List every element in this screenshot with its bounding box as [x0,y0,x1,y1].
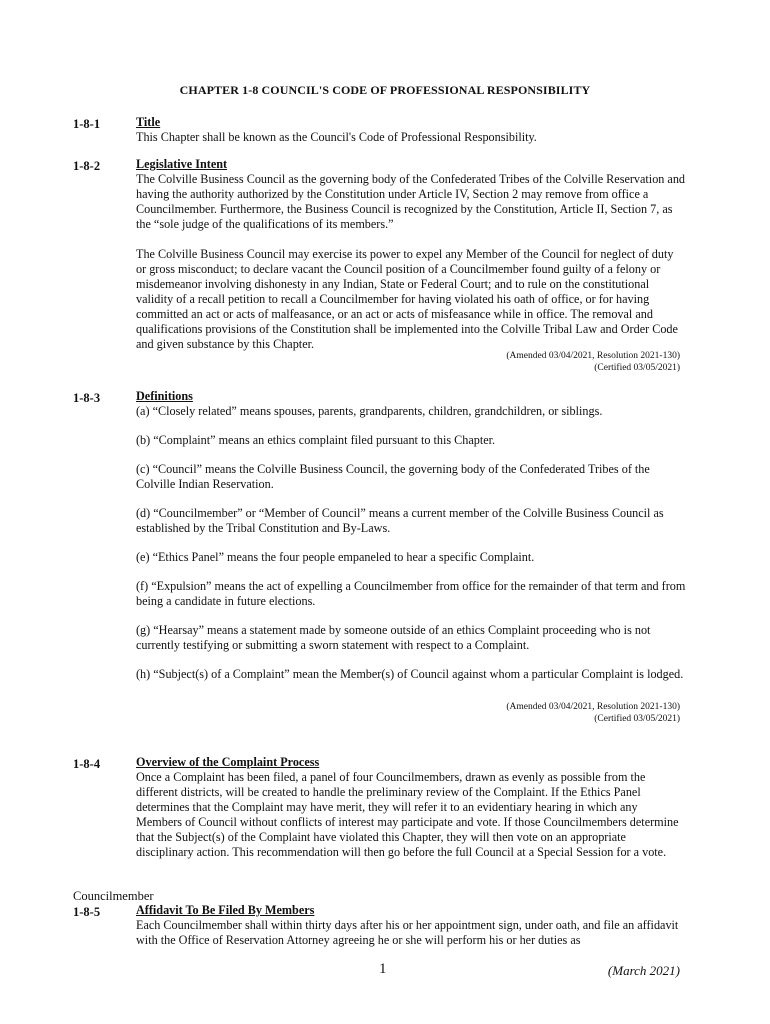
definition-item: (e) “Ethics Panel” means the four people empaneled to hear a specific Complaint. [136,550,535,564]
paragraph: The Colville Business Council as the governing body of the Confederated Tribes of the Colville Reservation and having the authority authorized by the Constitution under Article IV, Section 2 may remove from office a Councilmember. Furthermore, the Business Council is recognized by the Constitution, Article II, Section 7, as the “sole judge of the qualifications of its members.” [136,172,686,231]
definition-item: (h) “Subject(s) of a Complaint” mean the Member(s) of Council against whom a particular Complaint is lodged. [136,667,684,681]
section-affidavit [136,903,686,948]
page-number: 1 [379,961,387,977]
definition-item: (d) “Councilmember” or “Member of Council” means a current member of the Colville Business Council as established by the Tribal Constitution and By-Laws. [136,506,664,535]
section-text: Once a Complaint has been filed, a panel of four Councilmembers, drawn as evenly as possible from the different districts, will be created to handle the preliminary review of the Complaint. If the Ethics Panel determines that the Complaint may have merit, they will refer it to an evidentiary hearing in which any Members of Council without conflicts of interest may participate and vote. If those Councilmembers determine that the Subject(s) of the Complaint have violated this Chapter, they will then vote on an appropriate disciplinary action. This recommendation will then go before the full Council at a Special Session for a vote. [136,770,679,859]
section-heading: Definitions [136,389,193,403]
definition-item: (c) “Council” means the Colville Business Council, the governing body of the Confederated Tribes of the Colville Indian Reservation. [136,462,650,491]
section-complaint-overview [136,755,686,860]
footer-date: (March 2021) [607,963,680,978]
section-number: 1-8-1 [73,117,101,131]
chapter-title: CHAPTER 1-8 COUNCIL'S CODE OF PROFESSIONAL RESPONSIBILITY [179,83,591,97]
definition-item: (a) “Closely related” means spouses, parents, grandparents, children, grandchildren, or siblings. [136,404,603,418]
section-number: 1-8-2 [73,159,101,173]
paragraph: The Colville Business Council may exercise its power to expel any Member of the Council for neglect of duty or gross misconduct; to declare vacant the Council position of a Councilmember found guilty of a felony or misdemeanor involving dishonesty in any Indian, State or Federal Court; and to rule on the constitutional validity of a recall petition to recall a Councilmember for having violated his oath of office, or for having committed an act or acts of malfeasance, or an act or acts of misfeasance while in office. The removal and qualifications provisions of the Constitution shall be implemented into the Colville Tribal Law and Order Code and given substance by this Chapter. [136,247,678,351]
section-number: 1-8-5 [73,905,101,919]
section-text: This Chapter shall be known as the Council's Code of Professional Responsibility. [136,130,537,144]
section-heading: Legislative Intent [136,157,228,171]
amended-line: (Amended 03/04/2021, Resolution 2021-130) [506,351,680,361]
section-number: 1-8-3 [73,391,101,405]
section-heading: Affidavit To Be Filed By Members [136,903,315,917]
definition-item: (f) “Expulsion” means the act of expelling a Councilmember from office for the remainder of that term and from being a candidate in future elections. [136,579,686,608]
section-heading: Overview of the Complaint Process [136,755,320,769]
section-title-block [136,115,686,145]
section-definitions [136,389,686,682]
definition-item: (g) “Hearsay” means a statement made by someone outside of an ethics Complaint proceeding who is not currently testifying or submitting a sworn statement with respect to a Complaint. [136,623,651,652]
certified-line: (Certified 03/05/2021) [594,363,680,373]
section-number: 1-8-4 [73,757,101,771]
side-label: Councilmember [73,889,154,903]
section-heading: Title [136,115,161,129]
amendment-note [506,350,680,374]
definition-item: (b) “Complaint” means an ethics complaint filed pursuant to this Chapter. [136,433,496,447]
certified-line: (Certified 03/05/2021) [594,714,680,724]
section-legislative-intent [136,157,686,352]
amended-line: (Amended 03/04/2021, Resolution 2021-130) [506,702,680,712]
amendment-note [506,701,680,725]
section-text: Each Councilmember shall within thirty days after his or her appointment sign, under oath, and file an affidavit with the Office of Reservation Attorney agreeing he or she will perform his or her duties as [136,918,679,947]
